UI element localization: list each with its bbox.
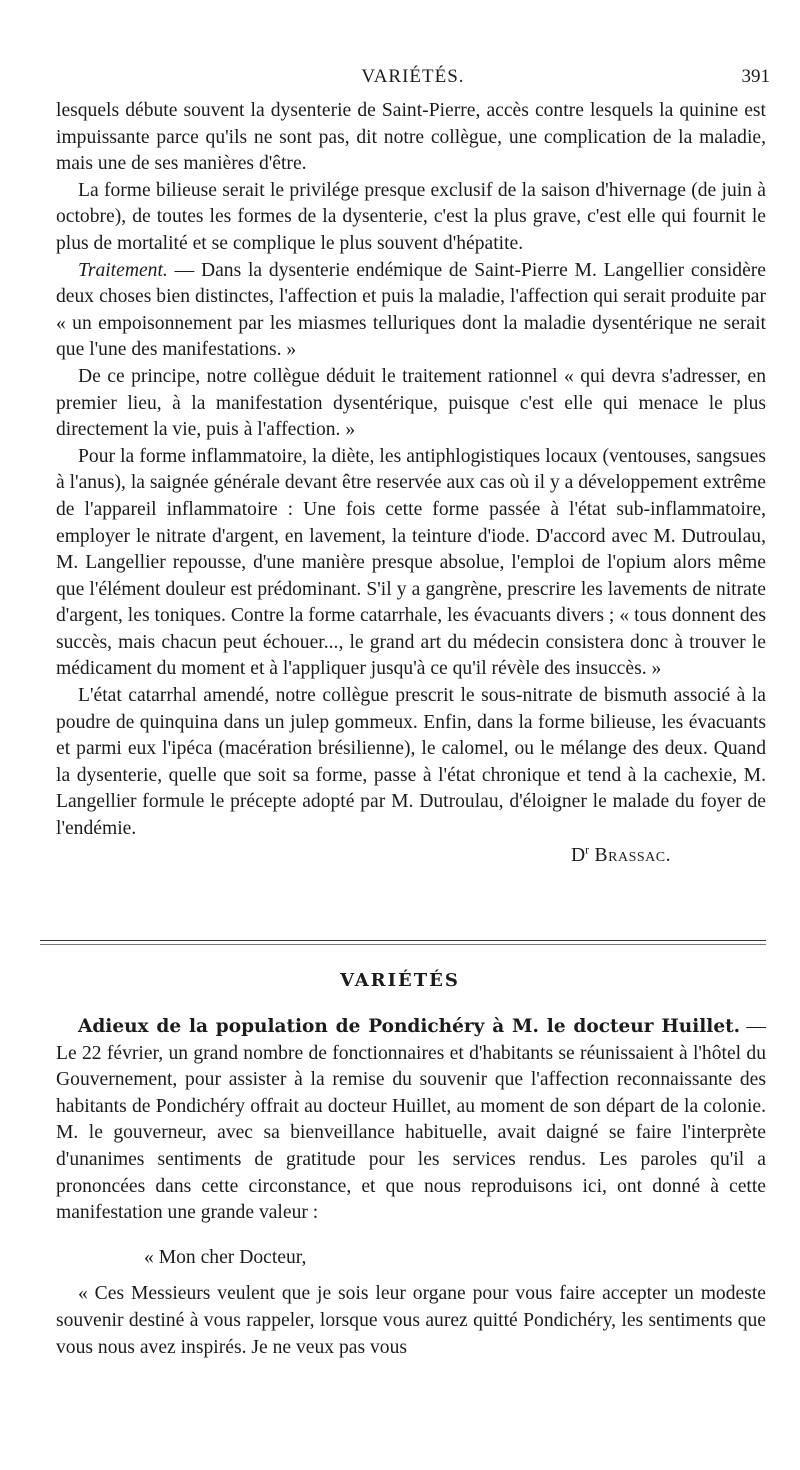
- paragraph: Pour la forme inflammatoire, la diète, les antiphlogistiques locaux (ventouses, sangsues à l'anus), la saignée générale devant être reservée aux cas où il y a développement extrême de l'appareil inflammatoire : Une fois cette forme passée à l'état sub-inflammatoire, employer le nitrate d'argent, en lavement, la teinture d'iode. D'accord avec M. Dutroulau, M. Langellier repousse, d'une manière presque absolue, l'emploi de l'opium alors même que l'élément douleur est prédominant. S'il y a gangrène, prescrire les lavements de nitrate d'argent, les toniques. Contre la forme catarrhale, les évacuants divers ; « tous donnent des succès, mais chacun peut échouer..., le grand art du médecin consistera donc à trouver le médicament du moment et à l'appliquer jusqu'à ce qu'il révèle des insuccès. »: [56, 445, 766, 680]
- running-head: [56, 62, 770, 92]
- paragraph: De ce principe, notre collègue déduit le traitement rationnel « qui devra s'adresser, en premier lieu, à la manifestation dysentérique, puisque c'est elle qui menace le plus directement la vie, puis à l'affection. »: [56, 365, 766, 441]
- section-divider: [40, 940, 766, 941]
- signature-prefix: D: [571, 844, 586, 866]
- salutation: « Mon cher Docteur,: [144, 1246, 307, 1268]
- paragraph: [56, 258, 766, 364]
- page-number: 391: [741, 66, 770, 87]
- article-body-continued: [56, 98, 766, 869]
- paragraph-text: — Le 22 février, un grand nombre de fonctionnaires et d'habitants se réunissaient à l'hôtel du Gouvernement, pour assister à la remise du souvenir que l'affection reconnaissante des habitants de Pondichéry offrait au docteur Huillet, au moment de son départ de la colonie. M. le gouverneur, avec sa bienveillance habituelle, avait daigné se faire l'interprète d'unanimes sentiments de gratitude pour les services rendus. Les paroles qu'il a prononcées dans cette circonstance, et que nous reproduisons ici, ont donné à cette manifestation une grande valeur :: [56, 1016, 766, 1224]
- section-divider-thin: [40, 944, 766, 945]
- article-title: Adieux de la population de Pondichéry à M. le docteur Huillet.: [78, 1016, 741, 1037]
- signature: [56, 843, 766, 870]
- signature-name: Brassac.: [589, 844, 671, 866]
- paragraph-text: — Dans la dysenterie endémique de Saint-Pierre M. Langellier considère deux choses bien distinctes, l'affection et puis la maladie, l'affection qui serait produite par « un empoisonnement par les miasmes telluriques dont la maladie dysentérique ne serait que l'une des manifestations. »: [56, 259, 766, 361]
- subheading-traitement: Traitement.: [78, 259, 168, 281]
- paragraph: [56, 1014, 766, 1227]
- paragraph: La forme bilieuse serait le privilége presque exclusif de la saison d'hivernage (de juin à octobre), de toutes les formes de la dysenterie, c'est la plus grave, c'est elle qui fournit le plus de mortalité et se complique le plus souvent d'hépatite.: [56, 179, 766, 254]
- signature-superscript: r: [585, 842, 590, 857]
- article-body-new: [56, 1014, 766, 1361]
- paragraph: L'état catarrhal amendé, notre collègue prescrit le sous-nitrate de bismuth associé à la poudre de quinquina dans un julep gommeux. Enfin, dans la forme bilieuse, les évacuants et parmi eux l'ipéca (macération brésilienne), le calomel, ou le mélange des deux. Quand la dysenterie, quelle que soit sa forme, passe à l'état chronique et tend à la cachexie, M. Langellier formule le précepte adopté par M. Dutroulau, d'éloigner le malade du foyer de l'endémie.: [56, 685, 766, 840]
- running-title: VARIÉTÉS.: [361, 66, 465, 87]
- paragraph: lesquels débute souvent la dysenterie de Saint-Pierre, accès contre lesquels la quinine est impuissante parce qu'ils ne sont pas, dit notre collègue, une complication de la maladie, mais une de ses manières d'être.: [56, 100, 766, 175]
- paragraph: « Ces Messieurs veulent que je sois leur organe pour vous faire accepter un modeste souvenir destiné à vous rappeler, lorsque vous aurez quitté Pondichéry, les sentiments que vous nous avez inspirés. Je ne veux pas vous: [56, 1283, 766, 1358]
- section-title: VARIÉTÉS: [340, 970, 460, 991]
